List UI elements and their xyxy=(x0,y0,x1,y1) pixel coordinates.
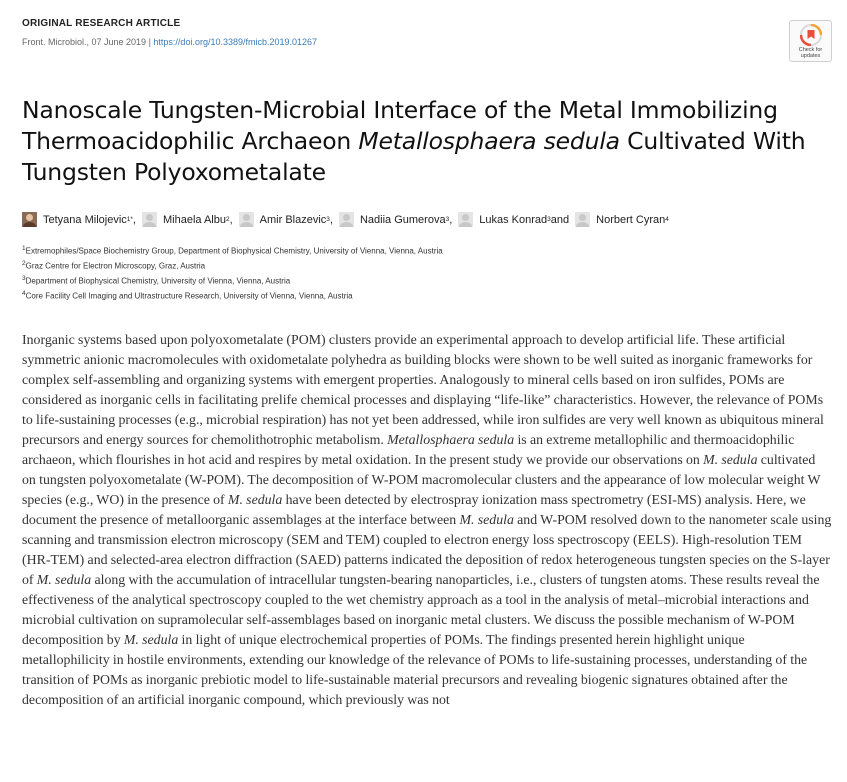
author-item[interactable]: Nadiia Gumerova 3 , xyxy=(339,212,452,227)
author-placeholder-avatar xyxy=(458,212,473,227)
author-item[interactable]: Norbert Cyran 4 xyxy=(575,212,669,227)
affiliation-item: $^4$Core Facility Cell Imaging and Ultrastructure Research, University of Vienna, Vienna, Austria xyxy=(22,290,353,301)
author-name: Norbert Cyran xyxy=(596,213,666,226)
author-placeholder-avatar xyxy=(339,212,354,227)
check-updates-label: Check for updates xyxy=(798,47,823,59)
author-item[interactable]: Tetyana Milojevic 1* , xyxy=(22,212,136,227)
author-name: Mihaela Albu xyxy=(162,213,226,226)
citation-separator: | xyxy=(146,37,154,47)
check-for-updates-button[interactable] xyxy=(789,20,832,62)
affiliation-item: $^2$Graz Centre for Electron Microscopy, Graz, Austria xyxy=(22,260,206,271)
author-item[interactable]: Lukas Konrad 3 and xyxy=(458,212,569,227)
article-type-label: ORIGINAL RESEARCH ARTICLE xyxy=(22,18,181,29)
affiliation-list xyxy=(22,241,822,301)
author-placeholder-avatar xyxy=(239,212,254,227)
affiliation-item: $^1$Extremophiles/Space Biochemistry Group, Department of Biophysical Chemistry, University of Vienna, Vienna, Austria xyxy=(22,245,443,256)
author-name: Lukas Konrad xyxy=(479,213,548,226)
author-placeholder-avatar xyxy=(142,212,157,227)
author-item[interactable]: Amir Blazevic 3 , xyxy=(239,212,333,227)
author-name: Tetyana Milojevic xyxy=(43,213,127,226)
author-name: Nadiia Gumerova xyxy=(359,213,446,226)
abstract-text: Inorganic systems based upon polyoxometalate (POM) clusters provide an experimental approach to develop artificial life. These artificial symmetric anionic macromolecules with oxidometalate polyhedra as building blocks were shown to be well suited as inorganic frameworks for complex self-assembling and organizing systems with emergent properties. Analogously to mineral cells based on iron sulfides, POMs are considered as inorganic cells in facilitating prelife chemical processes and displaying “life-like” characteristics. However, the relevance of POMs to life-sustaining processes (e.g., microbial respiration) has not yet been addressed, while iron sulfides are very well known as ubiquitous mineral precursors and energy sources for chemolithotrophic metabolism. Metallosphaera sedula is an extreme metallophilic and thermoacidophilic archaeon, which flourishes in hot acid and respires by metal oxidation. In the present study we provide our observations on M. sedula cultivated on tungsten polyoxometalate (W-POM). The decomposition of W-POM macromolecular clusters and the appearance of low molecular weight W species (e.g., WO) in the presence of M. sedula have been detected by electrospray ionization mass spectrometry (ESI-MS) analysis. Here, we document the presence of metalloorganic assemblages at the interface between M. sedula and W-POM resolved down to the nanometer scale using scanning and transmission electron microscopy (SEM and TEM) coupled to electron energy loss spectroscopy (EELS). High-resolution TEM (HR-TEM) and selected-area electron diffraction (SAED) patterns indicated the deposition of redox heterogeneous tungsten species on the S-layer of M. sedula along with the accumulation of intracellular tungsten-bearing nanoparticles, i.e., clusters of tungsten atoms. These results reveal the effectiveness of the analytical spectroscopy coupled to the wet chemistry approach as a tool in the analysis of metal–microbial interactions and microbial cultivation on supramolecular self-assemblages based on inorganic metal clusters. We discuss the possible mechanism of W-POM decomposition by M. sedula in light of unique electrochemical properties of POMs. The findings presented herein highlight unique metallophilicity in hostile environments, extending our knowledge of the relevance of POMs to life-sustaining processes, understanding of the transition of POMs as inorganic prebiotic model to life-sustainable material precursors and revealing biogenic signatures obtained after the decomposition of an artificial inorganic compound, which previously was not xyxy=(22,332,832,707)
citation-line xyxy=(22,37,317,47)
author-name: Amir Blazevic xyxy=(259,213,327,226)
author-list xyxy=(22,212,822,227)
author-placeholder-avatar xyxy=(575,212,590,227)
affiliation-item: $^3$Department of Biophysical Chemistry, University of Vienna, Vienna, Austria xyxy=(22,275,291,286)
article-title: Nanoscale Tungsten-Microbial Interface of the Metal Immobilizing Thermoacidophilic Archaeon Metallosphaera sedula Cultivated With Tungsten Polyoxometalate xyxy=(22,96,806,186)
check-updates-icon xyxy=(800,24,822,46)
author-photo-avatar xyxy=(22,212,37,227)
author-item[interactable]: Mihaela Albu 2 , xyxy=(142,212,233,227)
doi-link[interactable]: https://doi.org/10.3389/fmicb.2019.01267 xyxy=(153,37,318,47)
journal-date: Front. Microbiol., 07 June 2019 xyxy=(22,37,147,47)
